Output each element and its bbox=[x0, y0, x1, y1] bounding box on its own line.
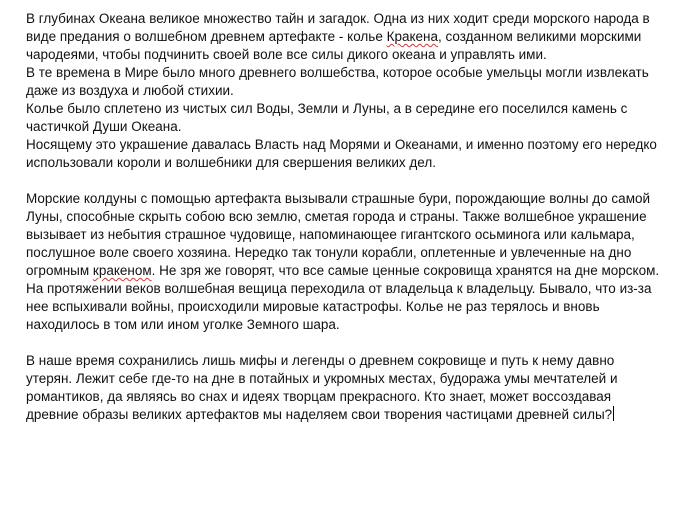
misspelled-word-krakenom[interactable]: кракеном bbox=[92, 263, 152, 278]
paragraph-legend-intro-end: , созданном великими морскими чародеями, чтобы подчинить своей воле все силы дикого океана и управлять ими. bbox=[26, 29, 642, 62]
paragraph-sea-sorcerers-start: Морские колдуны с помощью артефакта вызывали страшные бури, порождающие волны до самой Луны, способные скрыть собою всю землю, сметая города и страны. Также волшебное украшение вызывает из небытия страшное чудовище, напоминающее гигантского осьминога или кальмара, послушное воле своего хозяина. Нередко так тонули корабли, оплетенные и увлеченные на дно огромным bbox=[26, 191, 651, 278]
paragraph-modern-times-text: В наше время сохранились лишь мифы и легенды о древнем сокровище и путь к нему давно утерян. Лежит себе где-то на дне в потайных и укромных местах, будоража умы мечтателей и романтиков, да являясь во снах и идеях творцам прекрасного. Кто знает, может воссоздавая древние образы великих артефактов мы наделяем свои творения частицами древней силы? bbox=[26, 353, 618, 422]
blank-line bbox=[26, 334, 664, 352]
paragraph-sea-sorcerers-end: . Не зря же говорят, что все самые ценные сокровища хранятся на дне морском. bbox=[151, 263, 660, 278]
paragraph-ancient-magic: В те времена в Мире было много древнего волшебства, которое особые умельцы могли извлекать даже из воздуха и любой стихии. bbox=[26, 65, 649, 98]
paragraph-necklace-power: Носящему это украшение давалась Власть над Морями и Океанами, и именно поэтому его нередко использовали короли и волшебники для свершения великих дел. bbox=[26, 137, 657, 170]
blank-line bbox=[26, 172, 664, 190]
paragraph-centuries: На протяжении веков волшебная вещица переходила от владельца к владельцу. Бывало, что из-за нее вспыхивали войны, происходили мировые катастрофы. Колье не раз терялось и вновь находилось в том или ином уголке Земного шара. bbox=[26, 281, 652, 332]
paragraph-legend-intro-start: В глубинах Океана великое множество тайн и загадок. Одна из них ходит среди морского народа в виде предания о волшебном древнем артефакте - колье bbox=[26, 11, 650, 44]
paragraph-modern-times bbox=[26, 352, 664, 424]
paragraph-sea-sorcerers bbox=[26, 190, 664, 280]
paragraph-necklace-forces: Колье было сплетено из чистых сил Воды, Земли и Луны, а в середине его поселился камень с частичкой Души Океана. bbox=[26, 101, 628, 134]
paragraph-legend-intro bbox=[26, 10, 664, 64]
text-cursor bbox=[613, 406, 614, 421]
misspelled-word-kraken[interactable]: Кракена bbox=[386, 29, 438, 44]
